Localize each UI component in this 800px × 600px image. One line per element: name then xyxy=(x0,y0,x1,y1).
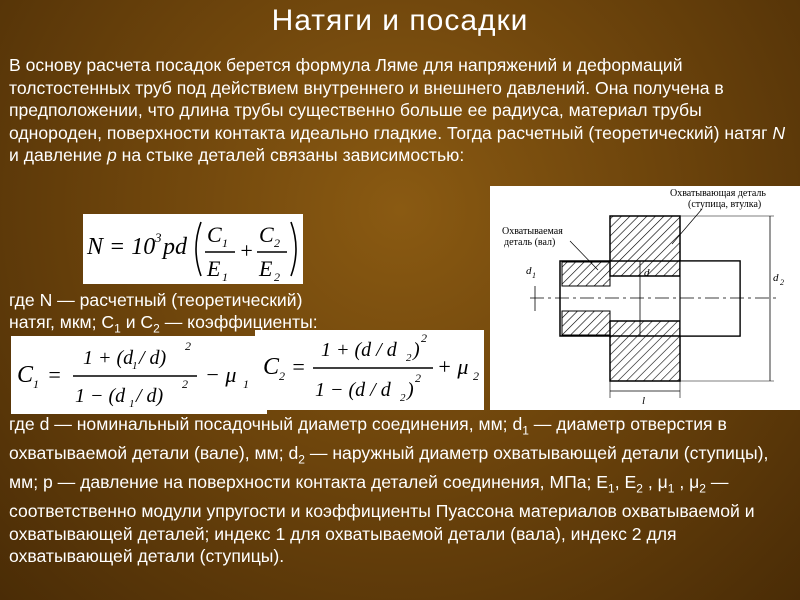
formula-c2-num-sq: 2 xyxy=(421,331,427,345)
formula-main-c2-sub: 2 xyxy=(274,236,280,250)
formula-main-c2: C xyxy=(259,222,274,247)
formula-main xyxy=(83,214,303,284)
fit-diagram xyxy=(490,186,800,410)
formula-c2-den-sq: 2 xyxy=(415,371,421,385)
formula-c1-eq: = xyxy=(47,362,62,387)
shaft-section-upper xyxy=(562,262,610,286)
formula-c2-tail-sub: 2 xyxy=(473,369,479,383)
intro-text-1: В основу расчета посадок берется формула Ляме для напряжений и деформаций толстостенных труб под действием внутреннего и внешнего давлений. Она получена в предположении, что длина трубы существенно больше ее радиуса, материал трубы однороден, поверхности контакта идеально гладкие. Тогда расчетный (теоретический) натяг xyxy=(9,55,773,143)
formula-c2 xyxy=(255,330,484,410)
formula-c1-num-sub: 1 xyxy=(132,360,138,372)
formula-main-e1-sub: 1 xyxy=(222,270,228,284)
label-hub-2: (ступица, втулка) xyxy=(688,199,762,210)
formula-c2-den-sub: 2 xyxy=(400,392,406,404)
formula-c1-lhs-sub: 1 xyxy=(33,377,39,391)
intro-text-2: и давление xyxy=(9,145,107,165)
dim-d2-sub: 2 xyxy=(780,278,784,287)
formula-c1-den-end: / d) xyxy=(136,385,164,407)
formula-c1-tail-sub: 1 xyxy=(243,377,249,391)
formula-main-plus: + xyxy=(239,238,254,263)
dim-d1-label: d xyxy=(526,265,532,277)
formula-c2-num: 1 + (d / d xyxy=(321,339,397,361)
formula-c2-num-sub: 2 xyxy=(406,352,412,364)
formula-c1-num: 1 + (d xyxy=(83,347,134,369)
formula-c2-den-end: ) xyxy=(407,379,414,401)
formula-main-e2: E xyxy=(259,256,273,281)
intro-paragraph xyxy=(9,54,791,167)
label-shaft-2: деталь (вал) xyxy=(504,237,556,248)
formula-c1-num-end: / d) xyxy=(139,347,167,369)
formula-c1-den: 1 − (d xyxy=(75,385,126,407)
where-line-2: натяг, мкм; $С_1$ и $С_2$ — коэффициенты: xyxy=(9,312,318,336)
var-N: N xyxy=(772,122,786,143)
formula-c2-den: 1 − (d / d xyxy=(315,379,391,401)
formula-main-c1: C xyxy=(207,222,222,247)
formula-c1 xyxy=(11,336,267,414)
shaft-section-lower xyxy=(562,311,610,335)
label-shaft: Охватываемая xyxy=(502,226,563,237)
var-p: p xyxy=(106,145,117,165)
formula-c2-lhs-sub: 2 xyxy=(279,369,285,383)
where-definitions: где d — номинальный посадочный диаметр соединения, мм; $d_1$ — диаметр отверстия в охватываемой детали (вале), мм; $d_2$ — наружный диаметр охватывающей детали (ступицы), мм; р — давление на поверхности контакта деталей соединения, МПа; $Е_1$, $Е_2$ , $\mu_1$ , $\mu_2$ — соответственно модули упругости и коэффициенты Пуассона материалов охватываемой и охватывающей деталей; индекс 1 для охватываемой детали (вала), индекс 2 для охватывающей детали (ступицы). xyxy=(9,414,769,567)
slide-title: Натяги и посадки xyxy=(271,4,529,37)
formula-c1-lhs: C xyxy=(17,362,34,388)
intro-text-3: на стыке деталей связаны зависимостью: xyxy=(116,145,465,165)
formula-c2-lhs: C xyxy=(263,354,280,380)
formula-c1-tail: − μ xyxy=(205,362,237,387)
formula-c1-den-sub: 1 xyxy=(129,398,135,410)
dim-d1-sub: 1 xyxy=(532,271,536,280)
hub-lower xyxy=(610,321,680,381)
formula-c2-num-end: ) xyxy=(413,339,420,361)
formula-c1-den-sq: 2 xyxy=(182,377,188,391)
formula-c1-num-sq: 2 xyxy=(185,339,191,353)
formula-c2-eq: = xyxy=(291,354,306,379)
dim-d2-label: d xyxy=(773,272,779,284)
where-line-1: где N — расчетный (теоретический) xyxy=(9,290,303,310)
formula-main-e2-sub: 2 xyxy=(274,270,280,284)
formula-main-pd: pd xyxy=(163,234,187,260)
formula-main-c1-sub: 1 xyxy=(222,236,228,250)
formula-main-exp: 3 xyxy=(155,230,162,245)
formula-main-e1: E xyxy=(207,256,221,281)
dim-d-label: d xyxy=(644,267,650,279)
formula-c2-tail: + μ xyxy=(437,354,469,379)
dim-l-label: l xyxy=(642,395,646,407)
formula-main-lhs: N = 10 xyxy=(87,234,156,260)
label-hub: Охватывающая деталь xyxy=(670,188,766,199)
